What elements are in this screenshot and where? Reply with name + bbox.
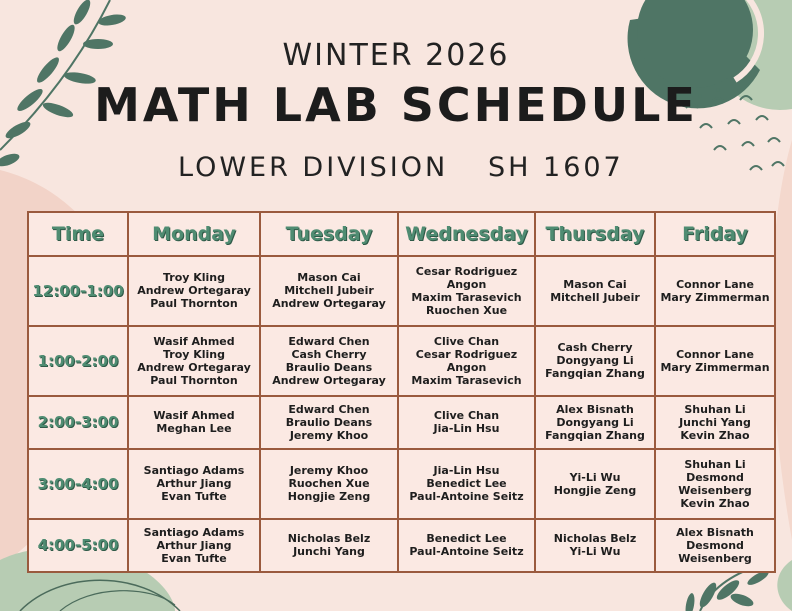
tutor-name: Desmond <box>686 538 744 552</box>
table-row <box>28 449 775 519</box>
tutor-name: Connor Lane <box>676 347 754 361</box>
tutor-name: Edward Chen <box>288 402 370 416</box>
tutor-name: Connor Lane <box>676 277 754 291</box>
time-slot-cell: 4:00-5:00 <box>28 519 128 572</box>
tutor-name: Nicholas Belz <box>287 532 371 546</box>
tutor-name: Arthur Jiang <box>156 538 232 552</box>
header-time: Time <box>28 212 128 256</box>
cell-wednesday <box>398 256 535 326</box>
time-slot-cell: 3:00-4:00 <box>28 449 128 519</box>
tutor-name: Fangqian Zhang <box>545 367 645 381</box>
tutor-name: Dongyang Li <box>556 415 634 429</box>
tutor-name: Meghan Lee <box>156 422 232 436</box>
tutor-name: Andrew Ortegaray <box>137 284 251 298</box>
tutor-name: Hongjie Zeng <box>287 490 371 504</box>
cell-thursday <box>535 326 655 396</box>
tutor-name: Andrew Ortegaray <box>137 360 251 374</box>
season-heading: WINTER 2026 <box>282 38 510 73</box>
cell-monday <box>128 326 260 396</box>
tutor-name: Clive Chan <box>433 334 500 348</box>
tutor-name: Jeremy Khoo <box>289 464 369 478</box>
tutor-name: Hongjie Zeng <box>553 483 637 497</box>
cell-wednesday <box>398 519 535 572</box>
cell-tuesday <box>260 519 398 572</box>
tutor-name: Angon <box>446 277 487 291</box>
time-slot-cell: 12:00-1:00 <box>28 256 128 326</box>
tutor-name: Braulio Deans <box>285 415 373 429</box>
tutor-name: Desmond <box>686 470 744 484</box>
tutor-name: Santiago Adams <box>143 464 245 478</box>
room-label: SH 1607 <box>488 152 624 183</box>
tutor-name: Alex Bisnath <box>556 402 634 416</box>
tutor-name: Maxim Tarasevich <box>411 290 522 304</box>
cell-monday <box>128 449 260 519</box>
tutor-name: Evan Tufte <box>161 551 227 565</box>
header-thursday: Thursday <box>535 212 655 256</box>
cell-friday <box>655 449 775 519</box>
cell-friday <box>655 326 775 396</box>
tutor-name: Nicholas Belz <box>553 532 637 546</box>
cell-tuesday <box>260 256 398 326</box>
tutor-name: Junchi Yang <box>293 545 365 559</box>
tutor-name: Paul Thornton <box>150 373 238 387</box>
time-slot-cell: 1:00-2:00 <box>28 326 128 396</box>
cell-friday <box>655 256 775 326</box>
tutor-name: Jeremy Khoo <box>289 428 369 442</box>
cell-monday <box>128 256 260 326</box>
tutor-name: Paul Thornton <box>150 297 238 311</box>
tutor-name: Clive Chan <box>433 409 500 423</box>
table-row <box>28 326 775 396</box>
cell-thursday <box>535 396 655 449</box>
tutor-name: Cash Cherry <box>291 347 367 361</box>
time-slot-cell: 2:00-3:00 <box>28 396 128 449</box>
tutor-name: Arthur Jiang <box>156 477 232 491</box>
tutor-name: Troy Kling <box>162 271 226 285</box>
tutor-name: Angon <box>446 360 487 374</box>
cell-tuesday <box>260 396 398 449</box>
tutor-name: Ruochen Xue <box>288 477 370 491</box>
tutor-name: Wasif Ahmed <box>153 409 235 423</box>
tutor-name: Benedict Lee <box>426 477 507 491</box>
tutor-name: Kevin Zhao <box>680 496 750 510</box>
tutor-name: Wasif Ahmed <box>153 334 235 348</box>
cell-wednesday <box>398 449 535 519</box>
tutor-name: Cash Cherry <box>557 341 633 355</box>
cell-tuesday <box>260 449 398 519</box>
tutor-name: Weisenberg <box>678 483 752 497</box>
tutor-name: Fangqian Zhang <box>545 428 645 442</box>
tutor-name: Paul-Antoine Seitz <box>409 545 524 559</box>
tutor-name: Jia-Lin Hsu <box>433 464 500 478</box>
tutor-name: Mitchell Jubeir <box>550 290 640 304</box>
tutor-name: Andrew Ortegaray <box>272 297 386 311</box>
cell-friday <box>655 396 775 449</box>
tutor-name: Shuhan Li <box>684 402 746 416</box>
cell-monday <box>128 396 260 449</box>
tutor-name: Braulio Deans <box>285 360 373 374</box>
tutor-name: Ruochen Xue <box>425 303 508 317</box>
schedule-table <box>27 211 776 573</box>
cell-wednesday <box>398 396 535 449</box>
table-row <box>28 396 775 449</box>
tutor-name: Andrew Ortegaray <box>272 373 386 387</box>
division-label: LOWER DIVISION <box>178 152 449 183</box>
tutor-name: Cesar Rodriguez <box>415 264 518 278</box>
tutor-name: Alex Bisnath <box>676 525 754 539</box>
tutor-name: Cesar Rodriguez <box>415 347 518 361</box>
tutor-name: Mary Zimmerman <box>660 290 770 304</box>
cell-thursday <box>535 256 655 326</box>
tutor-name: Mitchell Jubeir <box>284 284 374 298</box>
header-wednesday: Wednesday <box>398 212 535 256</box>
tutor-name: Santiago Adams <box>143 525 245 539</box>
tutor-name: Dongyang Li <box>556 354 634 368</box>
table-row <box>28 519 775 572</box>
tutor-name: Edward Chen <box>288 334 370 348</box>
tutor-name: Yi-Li Wu <box>569 470 621 484</box>
header-tuesday: Tuesday <box>260 212 398 256</box>
cell-friday <box>655 519 775 572</box>
tutor-name: Maxim Tarasevich <box>411 373 522 387</box>
tutor-name: Weisenberg <box>678 551 752 565</box>
table-row <box>28 256 775 326</box>
tutor-name: Shuhan Li <box>684 457 746 471</box>
tutor-name: Mason Cai <box>563 277 627 291</box>
cell-thursday <box>535 519 655 572</box>
tutor-name: Yi-Li Wu <box>569 545 621 559</box>
cell-wednesday <box>398 326 535 396</box>
tutor-name: Evan Tufte <box>161 490 227 504</box>
tutor-name: Troy Kling <box>162 347 226 361</box>
tutor-name: Junchi Yang <box>679 415 751 429</box>
tutor-name: Mary Zimmerman <box>660 360 770 374</box>
tutor-name: Paul-Antoine Seitz <box>409 490 524 504</box>
tutor-name: Kevin Zhao <box>680 428 750 442</box>
header-monday: Monday <box>128 212 260 256</box>
cell-tuesday <box>260 326 398 396</box>
cell-monday <box>128 519 260 572</box>
header-friday: Friday <box>655 212 775 256</box>
tutor-name: Jia-Lin Hsu <box>433 422 500 436</box>
tutor-name: Mason Cai <box>297 271 361 285</box>
header-row <box>28 212 775 256</box>
tutor-name: Benedict Lee <box>426 532 507 546</box>
schedule-title: MATH LAB SCHEDULE <box>94 78 698 132</box>
cell-thursday <box>535 449 655 519</box>
